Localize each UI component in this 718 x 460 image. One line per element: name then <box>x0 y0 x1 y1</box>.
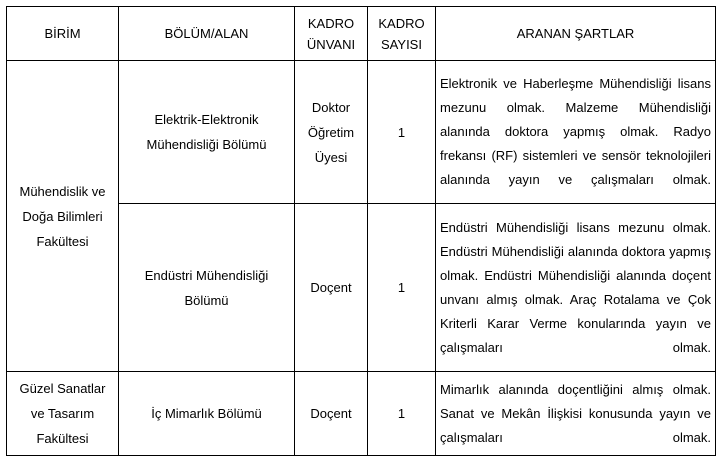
faculty-cell: Mühendislik ve Doğa Bilimleri Fakültesi <box>7 61 119 372</box>
table-row <box>7 372 716 456</box>
department-cell: İç Mimarlık Bölümü <box>119 372 295 456</box>
header-bolum: BÖLÜM/ALAN <box>119 7 295 61</box>
department-cell: Elektrik-Elektronik Mühendisliği Bölümü <box>119 61 295 204</box>
title-cell: Doçent <box>295 372 368 456</box>
header-unvan: KADRO ÜNVANI <box>295 7 368 61</box>
count-cell: 1 <box>368 204 436 372</box>
title-cell: Doktor Öğretim Üyesi <box>295 61 368 204</box>
table-row <box>7 61 716 204</box>
requirements-cell: Elektronik ve Haberleşme Mühendisliği lisans mezunu olmak. Malzeme Mühendisliği alanında doktora yapmış olmak. Radyo frekansı (RF) sistemleri ve sensör teknolojileri alanında yayın ve çalışmaları olmak. <box>436 61 716 204</box>
department-cell: Endüstri Mühendisliği Bölümü <box>119 204 295 372</box>
faculty-cell: Güzel Sanatlar ve Tasarım Fakültesi <box>7 372 119 456</box>
requirements-cell: Endüstri Mühendisliği lisans mezunu olmak. Endüstri Mühendisliği alanında doktora yapmış olmak. Endüstri Mühendisliği alanında doçent unvanı almış olmak. Araç Rotalama ve Çok Kriterli Karar Verme konularında yayın ve çalışmaları olmak. <box>436 204 716 372</box>
count-cell: 1 <box>368 61 436 204</box>
count-cell: 1 <box>368 372 436 456</box>
header-sartlar: ARANAN ŞARTLAR <box>436 7 716 61</box>
requirements-cell: Mimarlık alanında doçentliğini almış olmak. Sanat ve Mekân İlişkisi konusunda yayın ve çalışmaları olmak. <box>436 372 716 456</box>
header-row <box>7 7 716 61</box>
header-sayi: KADRO SAYISI <box>368 7 436 61</box>
title-cell: Doçent <box>295 204 368 372</box>
header-birim: BİRİM <box>7 7 119 61</box>
staff-position-table <box>6 6 716 456</box>
